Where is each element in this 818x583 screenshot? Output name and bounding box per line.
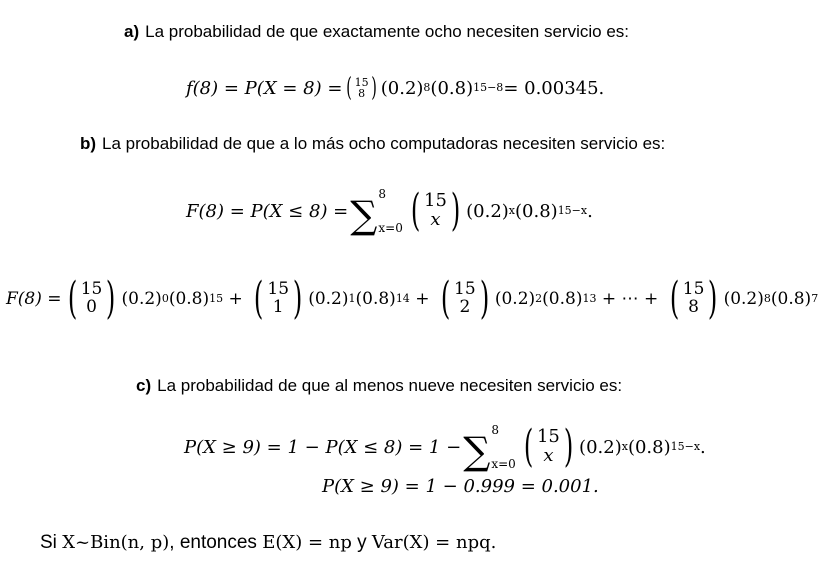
label-b: b) bbox=[80, 134, 97, 153]
binom-n: 15 bbox=[682, 279, 705, 300]
heading-b-text: La probabilidad de que a lo más ocho computadoras necesiten servicio es: bbox=[102, 134, 666, 153]
binom-k: 8 bbox=[358, 87, 366, 100]
eq-c-lhs: P(X ≥ 9) = 1 − P(X ≤ 8) = 1 − bbox=[184, 436, 462, 458]
binom-k: 8 bbox=[688, 297, 699, 317]
operator: + bbox=[409, 289, 435, 309]
binom-k: 2 bbox=[459, 297, 471, 317]
binom-k: 0 bbox=[86, 297, 97, 317]
q-base: (0.8) bbox=[430, 77, 474, 99]
sum-lower: x=0 bbox=[378, 221, 403, 235]
footer-var: Var(X) = npq. bbox=[371, 532, 497, 553]
label-c: c) bbox=[136, 376, 152, 395]
footer-note bbox=[40, 532, 496, 554]
q-base: (0.8) bbox=[770, 289, 812, 309]
expansion-term-3: ( 15 2 ) (0.2) 2 (0.8) 13 + ⋯ + bbox=[440, 273, 664, 324]
binom-k: x bbox=[430, 209, 441, 230]
eq-a-result: = 0.00345. bbox=[503, 77, 605, 99]
p-base: (0.2) bbox=[723, 289, 764, 309]
binom-k: 1 bbox=[272, 297, 284, 317]
footer-mean: E(X) = np bbox=[262, 532, 352, 553]
footer-conj: y bbox=[351, 532, 372, 553]
heading-c bbox=[136, 376, 622, 396]
q-base: (0.8) bbox=[168, 289, 210, 309]
q-base: (0.8) bbox=[515, 200, 558, 222]
expansion-term-4: ( 15 8 ) (0.2) 8 (0.8) 7 bbox=[669, 273, 818, 324]
sum-upper: 8 bbox=[378, 187, 387, 201]
binom-n: 15 bbox=[536, 426, 560, 448]
q-base: (0.8) bbox=[542, 289, 583, 309]
operator: + ⋯ + bbox=[596, 289, 664, 309]
expansion-term-2: ( 15 1 ) (0.2) 1 (0.8) 14 + bbox=[254, 273, 435, 324]
eq-c-end: . bbox=[700, 436, 706, 458]
equation-b: F(8) = P(X ≤ 8) = ∑ 8 x=0 ( 15 x ) (0.2) x (0.8) 15−x . bbox=[186, 185, 593, 237]
expansion-lhs: F(8) = bbox=[6, 289, 62, 309]
eq-a-lhs: f(8) = P(X = 8) = bbox=[186, 77, 343, 99]
q-base: (0.8) bbox=[627, 436, 671, 458]
p-base: (0.2) bbox=[121, 289, 162, 309]
p-base: (0.2) bbox=[308, 289, 349, 309]
heading-c-text: La probabilidad de que al menos nueve necesiten servicio es: bbox=[157, 376, 623, 395]
heading-a bbox=[124, 22, 629, 42]
binomial-c: ( 15 x ) bbox=[523, 421, 574, 472]
label-a: a) bbox=[124, 22, 140, 41]
p-base: (0.2) bbox=[579, 436, 622, 458]
binom-k: x bbox=[543, 445, 554, 466]
heading-a-text: La probabilidad de que exactamente ocho necesiten servicio es: bbox=[145, 22, 629, 41]
binomial-b: ( 15 x ) bbox=[410, 185, 461, 236]
binom-n: 15 bbox=[354, 76, 369, 89]
sum-lower: x=0 bbox=[491, 457, 516, 471]
p-base: (0.2) bbox=[380, 77, 424, 99]
summation-c bbox=[463, 423, 516, 473]
eq-c-line2: P(X ≥ 9) = 1 − 0.999 = 0.001. bbox=[322, 476, 599, 497]
binom-n: 15 bbox=[454, 279, 476, 300]
expansion-term-1: ( 15 0 ) (0.2) 0 (0.8) 15 + bbox=[67, 273, 249, 324]
operator: + bbox=[223, 289, 249, 309]
equation-expansion bbox=[6, 272, 818, 326]
footer-mid: , entonces bbox=[169, 532, 263, 553]
sum-upper: 8 bbox=[491, 423, 499, 437]
eq-b-end: . bbox=[587, 200, 593, 222]
q-base: (0.8) bbox=[355, 289, 396, 309]
binom-n: 15 bbox=[267, 279, 290, 300]
sigma-icon: ∑ bbox=[350, 193, 378, 237]
equation-c: P(X ≥ 9) = 1 − P(X ≤ 8) = 1 − ∑ 8 x=0 ( 15 x ) (0.2) x (0.8) 15−x . bbox=[184, 421, 706, 473]
heading-b bbox=[80, 134, 665, 154]
p-base: (0.2) bbox=[494, 289, 536, 309]
eq-b-lhs: F(8) = P(X ≤ 8) = bbox=[186, 200, 349, 222]
p-base: (0.2) bbox=[466, 200, 509, 222]
sigma-icon: ∑ bbox=[463, 429, 491, 473]
binom-n: 15 bbox=[80, 279, 103, 300]
binomial-a: ( 15 8 ) bbox=[346, 73, 377, 103]
binom-n: 15 bbox=[424, 190, 447, 212]
equation-c-result bbox=[322, 476, 599, 497]
summation-b bbox=[350, 187, 403, 237]
footer-dist: X~Bin(n, p) bbox=[62, 532, 170, 553]
footer-pre: Si bbox=[40, 532, 63, 553]
equation-a: f(8) = P(X = 8) = ( 15 8 ) (0.2) 8 (0.8) 15−8 = 0.00345. bbox=[186, 73, 605, 103]
